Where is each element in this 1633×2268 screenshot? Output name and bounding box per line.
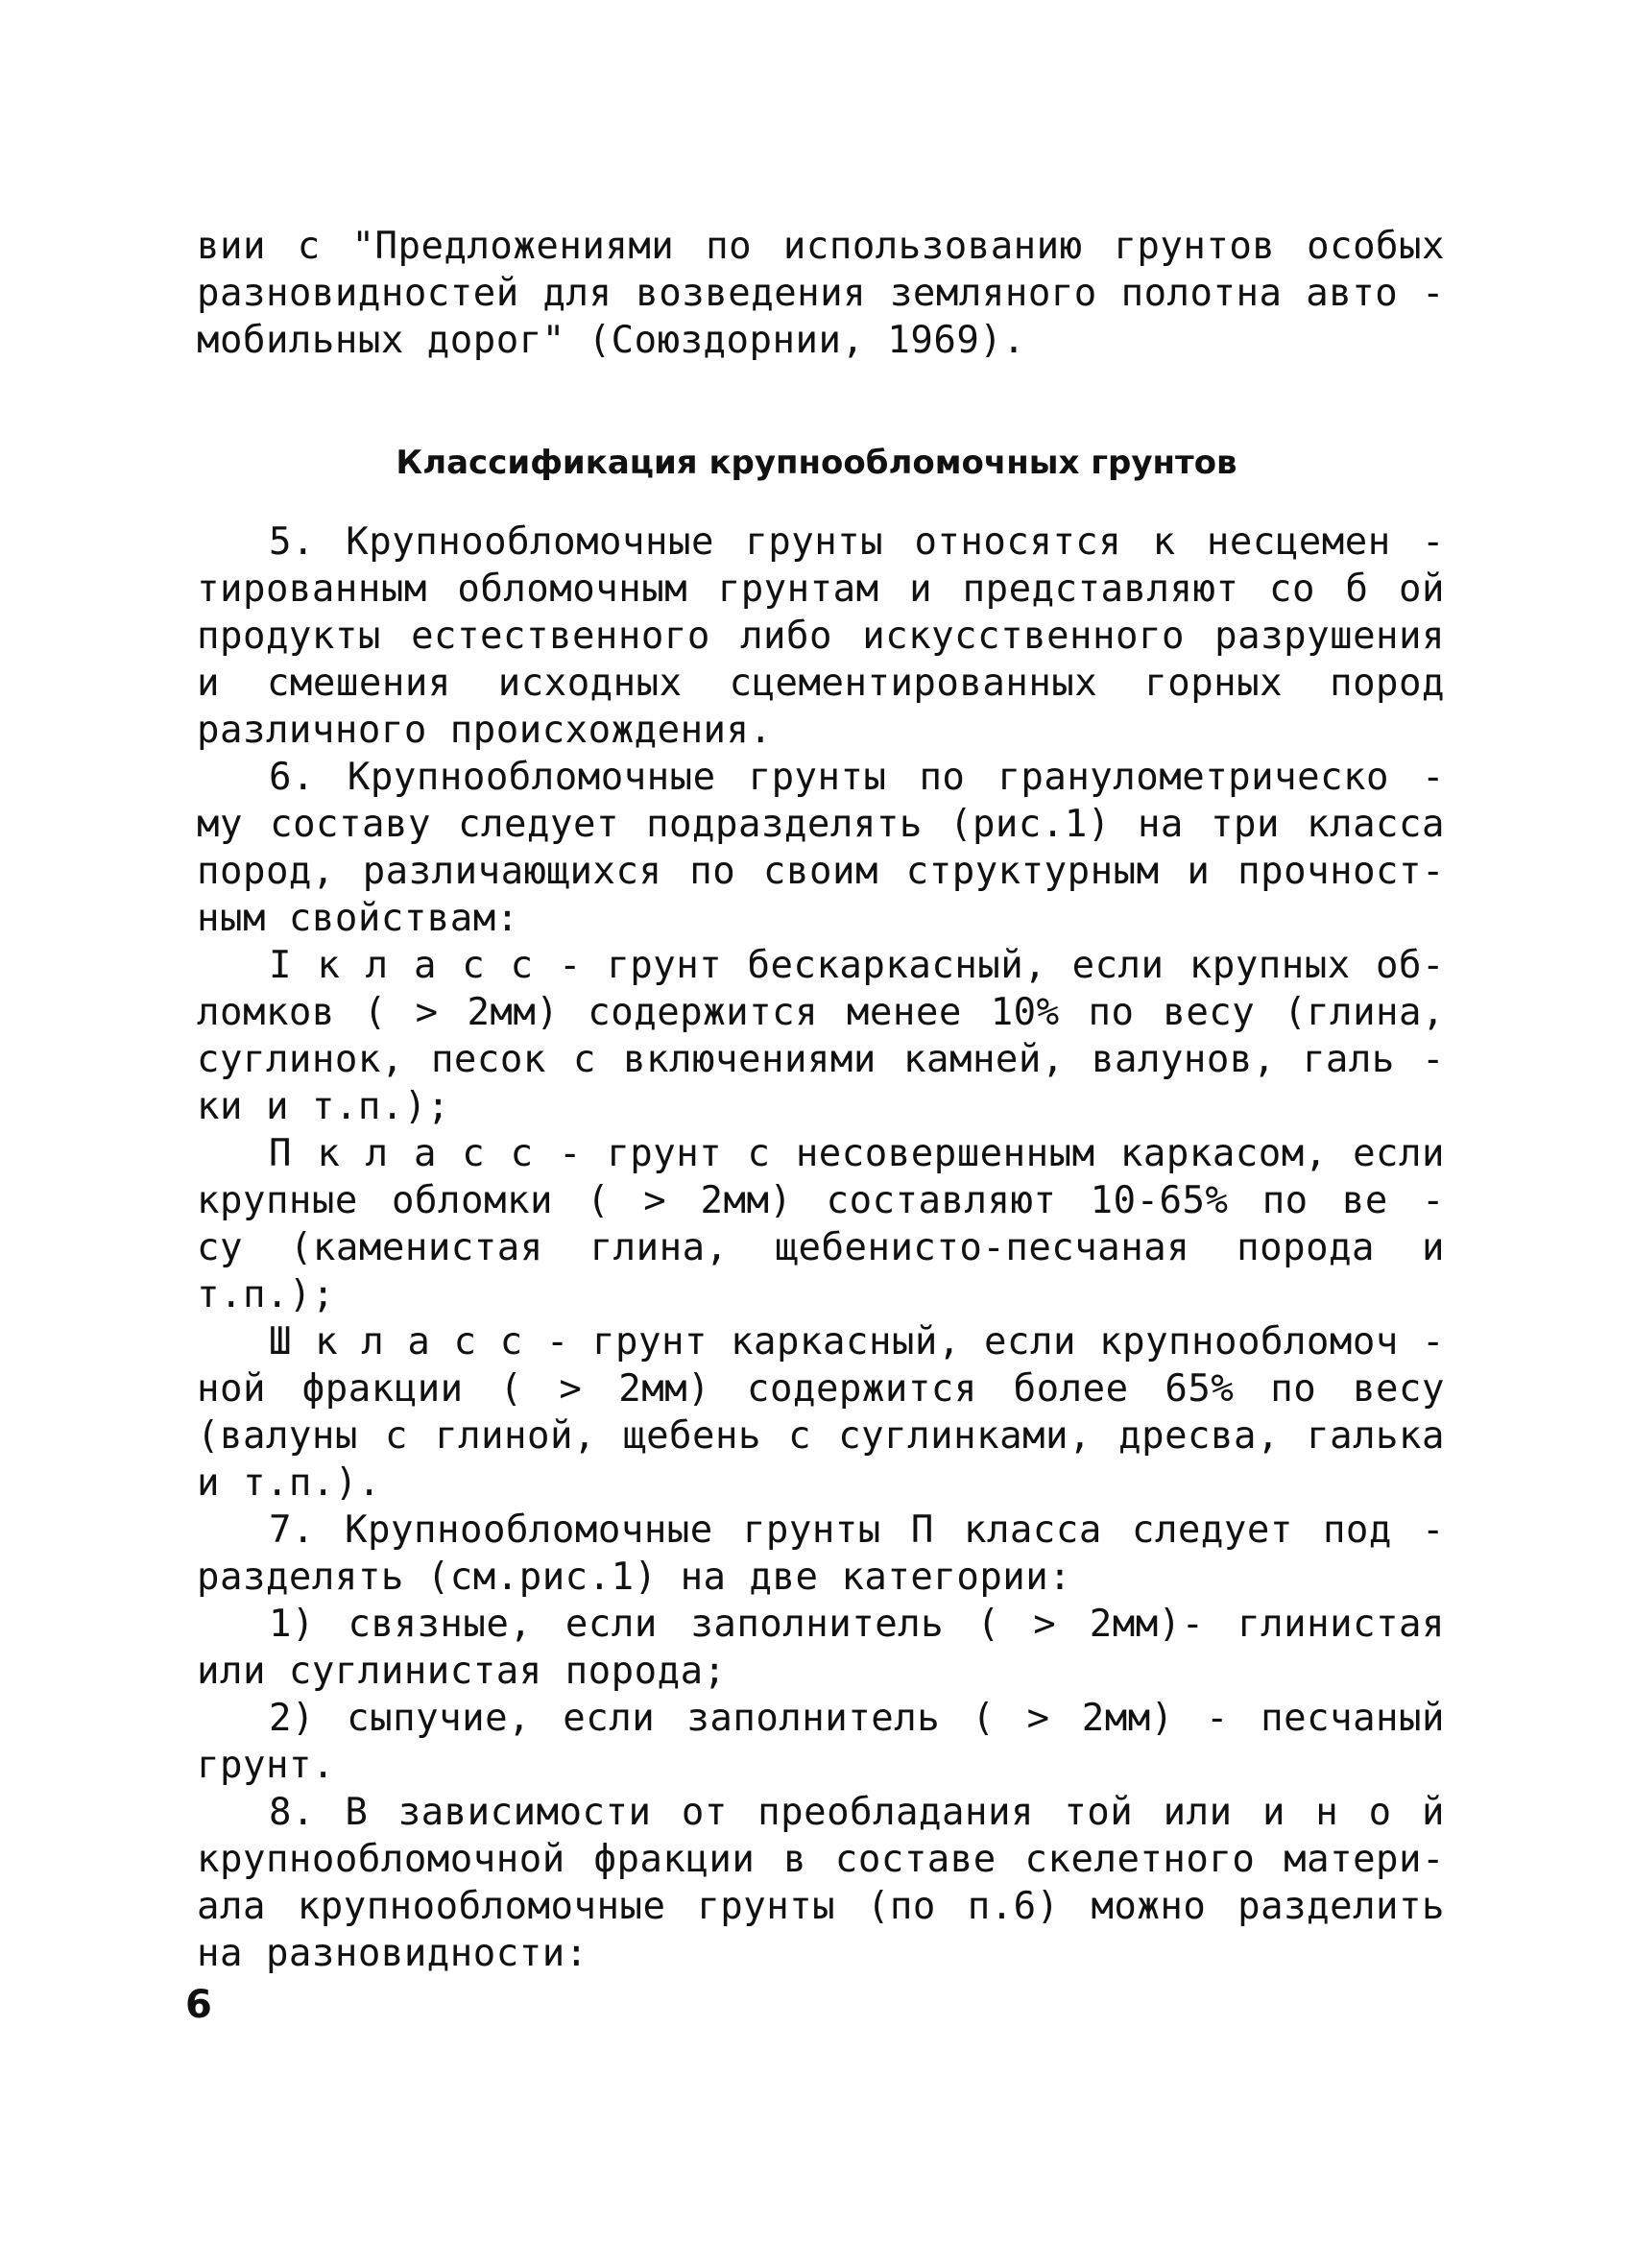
class-2-description — [197, 1130, 1445, 1318]
text-line: тированным обломочным грунтам и представляют со б ой — [197, 567, 1445, 611]
paragraph-5 — [197, 519, 1445, 754]
text-line: 5. Крупнообломочные грунты относятся к несцемен - — [269, 520, 1445, 564]
text-line: различного происхождения. — [197, 709, 773, 752]
text-line: или суглинистая порода; — [197, 1650, 727, 1693]
text-line: ной фракции ( > 2мм) содержится более 65% по весу — [197, 1367, 1445, 1411]
text-line: и т.п.). — [197, 1461, 381, 1505]
text-line: мобильных дорог" (Союздорнии, 1969). — [197, 319, 1026, 362]
text-line: ным свойствам: — [197, 897, 519, 940]
text-line: и смешения исходных сцементированных горных пород — [197, 662, 1445, 705]
text-line: 8. В зависимости от преобладания той или и н о й — [269, 1791, 1445, 1834]
paragraph-8 — [197, 1789, 1445, 1977]
body-text — [197, 519, 1445, 1977]
text-line: I к л а с с - грунт бескаркасный, если крупных об- — [269, 944, 1445, 987]
class-1-description — [197, 942, 1445, 1130]
text-line: ломков ( > 2мм) содержится менее 10% по весу (глина, — [197, 991, 1445, 1034]
class-3-description — [197, 1318, 1445, 1507]
text-line: крупные обломки ( > 2мм) составляют 10-65% по ве - — [197, 1179, 1445, 1222]
intro-paragraph — [197, 223, 1445, 364]
text-line: разновидностей для возведения земляного полотна авто - — [197, 272, 1445, 315]
text-line: су (каменистая глина, щебенисто-песчаная порода и — [197, 1226, 1445, 1269]
text-line: (валуны с глиной, щебень с суглинками, дресва, галька — [197, 1414, 1445, 1458]
text-line: Ш к л а с с - грунт каркасный, если крупнообломоч - — [269, 1320, 1445, 1363]
text-line: 1) связные, если заполнитель ( > 2мм)- глинистая — [269, 1603, 1445, 1646]
paragraph-7 — [197, 1507, 1445, 1601]
text-line: му составу следует подразделять (рис.1) на три класса — [197, 803, 1445, 846]
text-line: пород, различающихся по своим структурным и прочност- — [197, 850, 1445, 893]
text-line: продукты естественного либо искусственного разрушения — [197, 615, 1445, 658]
text-line: вии с "Предложениями по использованию грунтов особых — [197, 225, 1445, 268]
text-line: суглинок, песок с включениями камней, валунов, галь - — [197, 1038, 1445, 1081]
text-line: 7. Крупнообломочные грунты П класса следует под - — [269, 1508, 1445, 1552]
text-line: т.п.); — [197, 1273, 335, 1316]
text-line: ала крупнообломочные грунты (по п.6) можно разделить — [197, 1885, 1445, 1928]
text-line: грунт. — [197, 1744, 335, 1787]
text-line: ки и т.п.); — [197, 1085, 450, 1128]
text-line: на разновидности: — [197, 1932, 588, 1975]
section-heading: Классификация крупнообломочных грунтов — [396, 444, 1237, 482]
text-line: крупнообломочной фракции в составе скелетного матери- — [197, 1838, 1445, 1881]
text-line: разделять (см.рис.1) на две категории: — [197, 1556, 1072, 1599]
text-line: П к л а с с - грунт с несовершенным каркасом, если — [269, 1132, 1445, 1175]
text-line: 6. Крупнообломочные грунты по гранулометрическо - — [269, 756, 1445, 799]
category-item-2 — [197, 1695, 1445, 1789]
text-line: 2) сыпучие, если заполнитель ( > 2мм) - песчаный — [269, 1697, 1445, 1740]
page-number: 6 — [185, 1983, 212, 2027]
paragraph-6 — [197, 754, 1445, 942]
category-item-1 — [197, 1601, 1445, 1695]
